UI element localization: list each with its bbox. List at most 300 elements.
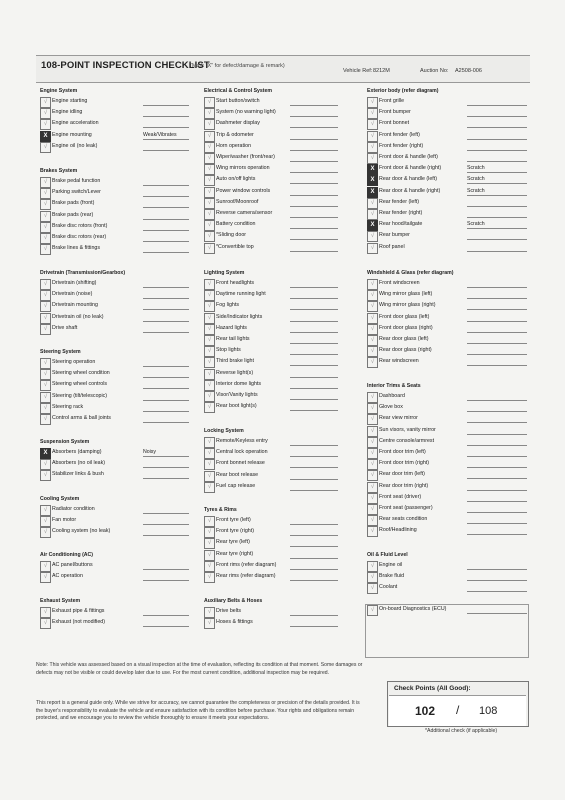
check-mark[interactable]: √ [40,369,51,380]
remark-line [467,523,527,524]
check-mark[interactable]: √ [204,482,215,493]
checklist-item [204,323,338,334]
check-mark[interactable]: √ [40,188,51,199]
checklist-item [367,391,527,402]
auction-no: A2508-006 [455,68,482,74]
defect-mark[interactable]: X [367,175,378,186]
section-title: Oil & Fluid Level [367,552,408,558]
check-mark[interactable]: √ [204,220,215,231]
remark-line [143,185,189,186]
checklist-item [204,447,338,458]
remark-line [290,354,338,355]
remark-line [290,615,338,616]
checklist-item [40,243,189,254]
item-label: Engine acceleration [52,120,99,127]
check-mark[interactable]: √ [204,380,215,391]
check-mark[interactable]: √ [40,233,51,244]
item-label: Reverse camera/sensor [216,210,273,216]
remark-line [143,422,189,423]
check-mark[interactable]: √ [40,572,51,583]
checklist-item [204,356,338,367]
check-mark[interactable]: √ [367,459,378,470]
check-mark[interactable]: √ [204,290,215,301]
check-mark[interactable]: √ [367,142,378,153]
item-label: Rear boot release [216,471,259,478]
check-mark[interactable]: √ [367,572,378,583]
check-mark[interactable]: √ [204,357,215,368]
remark-line [143,207,189,208]
check-mark[interactable]: √ [367,605,378,616]
checklist-item [40,210,189,221]
remark-line [467,309,527,310]
item-label: Front tyre (right) [216,528,254,535]
check-mark[interactable]: √ [40,618,51,629]
checklist-item [367,141,527,152]
remark-line [467,150,527,151]
item-label: Rear door trim (left) [379,471,425,478]
check-mark[interactable]: √ [367,290,378,301]
check-mark[interactable]: √ [204,527,215,538]
remark-line [290,183,338,184]
check-mark[interactable]: √ [367,97,378,108]
check-mark[interactable]: √ [367,313,378,324]
checklist-item [204,219,338,230]
section-title: Engine System [40,88,78,94]
remark-line [290,456,338,457]
defect-mark[interactable]: X [367,164,378,175]
item-label: Rear bumper [379,232,410,239]
item-label: Rear tyre (left) [216,539,250,546]
title-note: (Mark "X" for defect/damage & remark) [190,63,285,69]
check-mark[interactable]: √ [204,572,215,583]
check-mark[interactable]: √ [204,279,215,290]
item-label: Remote/Keyless entry [216,438,268,444]
item-label: Dashmeter display [216,120,260,127]
checklist-item [367,208,527,219]
checklist-item [367,356,527,367]
checklist-item [40,379,189,390]
checklist-item [40,526,189,537]
check-mark[interactable]: √ [367,414,378,425]
checklist-item [367,152,527,163]
check-mark[interactable]: √ [40,324,51,335]
item-label: Steering rack [52,403,84,410]
checklist-item [40,289,189,300]
item-label: Cooling system (no leak) [52,528,111,535]
remark-line [467,239,527,240]
item-label: Absorbers (damping) [52,449,102,455]
check-mark[interactable]: √ [367,231,378,242]
checklist-item [367,436,527,447]
item-label: Engine oil (no leak) [52,142,98,149]
item-label: Drivetrain oil (no leak) [52,313,104,320]
check-mark[interactable]: √ [367,324,378,335]
checklist-item [204,537,338,548]
checklist-item [204,186,338,197]
check-mark[interactable]: √ [204,346,215,357]
checklist-item [204,526,338,537]
check-mark[interactable]: √ [367,561,378,572]
checklist-item [40,118,189,129]
check-mark[interactable]: √ [204,471,215,482]
check-mark[interactable]: √ [204,402,215,413]
item-label: Sunroof/Moonroof [216,198,259,205]
additional-check-footnote: *Additional check (if applicable) [425,728,498,734]
item-remark: Scratch [467,165,485,172]
check-mark[interactable]: √ [204,459,215,470]
item-label: Rear door trim (right) [379,482,429,489]
checklist-item [40,96,189,107]
remark-line [290,161,338,162]
item-label: Battery condition [216,221,256,228]
remark-line [467,501,527,502]
defect-mark[interactable]: X [40,448,51,459]
checklist-item [367,186,527,197]
item-label: Glove box [379,404,403,411]
item-label: Front windscreen [379,280,420,286]
check-mark[interactable]: √ [367,243,378,254]
check-mark[interactable]: √ [367,301,378,312]
check-mark[interactable]: √ [367,119,378,130]
check-mark[interactable]: √ [40,414,51,425]
item-remark: Noisy [143,449,156,455]
checklist-item [367,481,527,492]
check-mark[interactable]: √ [40,97,51,108]
check-mark[interactable]: √ [204,164,215,175]
remark-line [143,219,189,220]
remark-line [467,298,527,299]
remark-line [290,445,338,446]
item-label: Rear fender (right) [379,210,423,216]
checklist-item [367,345,527,356]
check-mark[interactable]: √ [367,108,378,119]
check-mark[interactable]: √ [40,358,51,369]
remark-line [143,332,189,333]
remark-line [467,534,527,535]
item-label: Rear fender (left) [379,198,420,205]
remark-line [143,411,189,412]
checklist-item [367,300,527,311]
remark-line [143,467,189,468]
item-label: Steering wheel controls [52,381,108,388]
checklist-item [40,617,189,628]
item-label: Exhaust pipe & fittings [52,608,105,614]
item-label: Interior dome lights [216,380,262,387]
check-mark[interactable]: √ [40,607,51,618]
remark-line [143,298,189,299]
section-title: Windshield & Glass (refer diagram) [367,270,454,276]
remark-line [143,569,189,570]
item-label: Coolant [379,584,398,591]
remark-line [290,388,338,389]
remark-line [467,354,527,355]
checklist-item [204,174,338,185]
remark-line [143,150,189,151]
remark-line [290,490,338,491]
checklist-item [204,130,338,141]
remark-line [290,195,338,196]
section-title: Drivetrain (Transmission/Gearbox) [40,270,126,276]
remark-line [467,365,527,366]
check-mark[interactable]: √ [204,131,215,142]
check-points-total: 108 [479,705,498,717]
check-mark[interactable]: √ [40,403,51,414]
check-mark[interactable]: √ [367,198,378,209]
checklist-item [204,278,338,289]
check-mark[interactable]: √ [40,108,51,119]
item-label: Rear tyre (right) [216,550,254,557]
checklist-item [40,187,189,198]
remark-line [467,105,527,106]
check-mark[interactable]: √ [204,448,215,459]
section-title: Exterior body (refer diagram) [367,88,439,94]
item-label: Front door trim (left) [379,449,426,455]
check-mark[interactable]: √ [204,119,215,130]
check-points-title: Check Points (All Good): [394,685,471,692]
remark-line [467,206,527,207]
section-title: Suspension System [40,439,90,445]
check-mark[interactable]: √ [204,209,215,220]
defect-mark[interactable]: X [40,131,51,142]
item-label: AC panel/buttons [52,562,93,568]
item-label: Fuel cap release [216,482,256,489]
check-mark[interactable]: √ [40,516,51,527]
checklist-item [367,582,527,593]
checklist-item [367,242,527,253]
check-mark[interactable]: √ [40,199,51,210]
remark-line [467,456,527,457]
check-mark[interactable]: √ [40,380,51,391]
item-label: Stop lights [216,347,241,354]
check-mark[interactable]: √ [204,243,215,254]
item-label: Brake pedal function [52,178,101,184]
item-label: Front fender (left) [379,131,420,138]
remark-line [290,321,338,322]
remark-line [467,343,527,344]
check-mark[interactable]: √ [204,607,215,618]
item-label: System (no warning light) [216,109,276,116]
check-mark[interactable]: √ [367,583,378,594]
check-mark[interactable]: √ [40,527,51,538]
remark-line [290,569,338,570]
remark-line [143,535,189,536]
checklist-item [367,130,527,141]
item-label: Front grille [379,98,405,104]
check-mark[interactable]: √ [367,515,378,526]
check-mark[interactable]: √ [367,335,378,346]
check-mark[interactable]: √ [204,187,215,198]
remark-line [143,241,189,242]
check-mark[interactable]: √ [40,177,51,188]
check-mark[interactable]: √ [204,108,215,119]
remark-line [467,411,527,412]
remark-line [290,410,338,411]
check-mark[interactable]: √ [204,335,215,346]
section-title: Tyres & Rims [204,507,237,513]
item-label: Brake lines & fittings [52,245,100,252]
check-mark[interactable]: √ [40,222,51,233]
check-mark[interactable]: √ [204,550,215,561]
check-mark[interactable]: √ [40,301,51,312]
check-mark[interactable]: √ [40,142,51,153]
item-label: Daytime running light [216,291,266,298]
remark-line [290,239,338,240]
remark-line [143,196,189,197]
check-mark[interactable]: √ [204,175,215,186]
check-mark[interactable]: √ [204,391,215,402]
remark-line [467,217,527,218]
check-mark[interactable]: √ [204,313,215,324]
check-mark[interactable]: √ [367,448,378,459]
item-remark: Scratch [467,176,485,183]
check-mark[interactable]: √ [367,493,378,504]
check-mark[interactable]: √ [367,131,378,142]
remark-line [143,388,189,389]
remark-line [143,116,189,117]
check-mark[interactable]: √ [367,470,378,481]
check-mark[interactable]: √ [367,153,378,164]
remark-line [143,513,189,514]
check-mark[interactable]: √ [40,119,51,130]
checklist-item [204,515,338,526]
item-label: Auto on/off lights [216,176,256,183]
checklist-item [367,560,527,571]
checklist-item [204,163,338,174]
checklist-item [204,617,338,628]
check-mark[interactable]: √ [204,301,215,312]
check-mark[interactable]: √ [204,97,215,108]
remark-line [290,377,338,378]
remark-line [290,467,338,468]
defect-mark[interactable]: X [367,220,378,231]
section-title: Air Conditioning (AC) [40,552,94,558]
check-mark[interactable]: √ [40,561,51,572]
check-mark[interactable]: √ [40,470,51,481]
item-label: Third brake light [216,358,254,365]
checklist-item [367,447,527,458]
checklist-item [204,470,338,481]
checklist-item [204,481,338,492]
check-mark[interactable]: √ [40,459,51,470]
section-title: Steering System [40,349,81,355]
note-2: This report is a general guide only. While we strive for accuracy, we cannot guarantee the completeness or precision of the details provided. It is the buyer's responsibility to evaluate the vehicle and ensure satisfaction with its condition before purchase. Your rights and obligations remain protected, and we encourage you to review the vehicle thoroughly to ensure it meets your expectations. [36,700,360,722]
check-mark[interactable]: √ [367,426,378,437]
remark-line [467,139,527,140]
item-label: Front door & handle (right) [379,165,442,172]
checklist-item [40,368,189,379]
check-mark[interactable]: √ [204,516,215,527]
remark-line [467,569,527,570]
remark-line [290,580,338,581]
check-mark[interactable]: √ [204,324,215,335]
section-title: Interior Trims & Seats [367,383,421,389]
check-mark[interactable]: √ [367,279,378,290]
item-label: Rear seats condition [379,516,428,523]
check-mark[interactable]: √ [367,346,378,357]
remark-line [467,445,527,446]
checklist-item [367,514,527,525]
check-mark[interactable]: √ [367,209,378,220]
checklist-item [40,469,189,480]
item-label: Parking switch/Lever [52,189,101,196]
check-mark[interactable]: √ [204,231,215,242]
checklist-item [204,118,338,129]
remark-line [290,558,338,559]
item-label: *Convertible top [216,243,254,250]
note-1: Note: This vehicle was assessed based on a visual inspection at the time of evaluation, reflecting its condition at that moment. Some damages or defects may not be visible or could develop later due to use. For the most current condition, additional inspection may be required. [36,662,363,676]
check-mark[interactable]: √ [40,279,51,290]
checklist-item [40,141,189,152]
checklist-item [367,289,527,300]
item-label: Front bonnet release [216,460,265,467]
check-mark[interactable]: √ [40,244,51,255]
remark-line [467,116,527,117]
check-mark[interactable]: √ [40,505,51,516]
check-mark[interactable]: √ [367,403,378,414]
check-mark[interactable]: √ [367,437,378,448]
checklist-item [367,492,527,503]
item-label: Engine oil [379,562,403,568]
vehicle-ref: 8212M [373,68,390,74]
check-mark[interactable]: √ [204,561,215,572]
item-label: Exhaust (not modified) [52,619,105,626]
remark-line [467,580,527,581]
check-mark[interactable]: √ [367,526,378,537]
checklist-item [204,549,338,560]
check-mark[interactable]: √ [204,618,215,629]
check-points-box [387,681,529,727]
remark-line [143,230,189,231]
check-mark[interactable]: √ [367,392,378,403]
remark-line [143,377,189,378]
check-mark[interactable]: √ [204,369,215,380]
checklist-item [204,197,338,208]
check-mark[interactable]: √ [40,392,51,403]
item-label: Steering (tilt/telescopic) [52,392,108,399]
check-mark[interactable]: √ [367,357,378,368]
remark-line [290,524,338,525]
check-mark[interactable]: √ [204,198,215,209]
checklist-item [367,503,527,514]
check-mark[interactable]: √ [367,482,378,493]
checklist-item [367,571,527,582]
check-mark[interactable]: √ [40,211,51,222]
remark-line [143,366,189,367]
checklist-item [40,323,189,334]
item-label: Dashboard [379,393,405,399]
remark-line [467,434,527,435]
defect-mark[interactable]: X [367,187,378,198]
check-mark[interactable]: √ [204,153,215,164]
item-label: Reverse light(s) [216,369,254,376]
check-mark[interactable]: √ [367,504,378,515]
item-label: Fan motor [52,517,77,524]
checklist-item [204,334,338,345]
check-mark[interactable]: √ [204,437,215,448]
check-mark[interactable]: √ [204,142,215,153]
remark-line [290,626,338,627]
checklist-item [40,312,189,323]
check-mark[interactable]: √ [204,538,215,549]
checklist-item [367,469,527,480]
check-mark[interactable]: √ [40,290,51,301]
checklist-item [204,390,338,401]
check-mark[interactable]: √ [40,313,51,324]
checklist-item [40,515,189,526]
checklist-item [367,458,527,469]
checklist-item [204,379,338,390]
checklist-item [204,230,338,241]
